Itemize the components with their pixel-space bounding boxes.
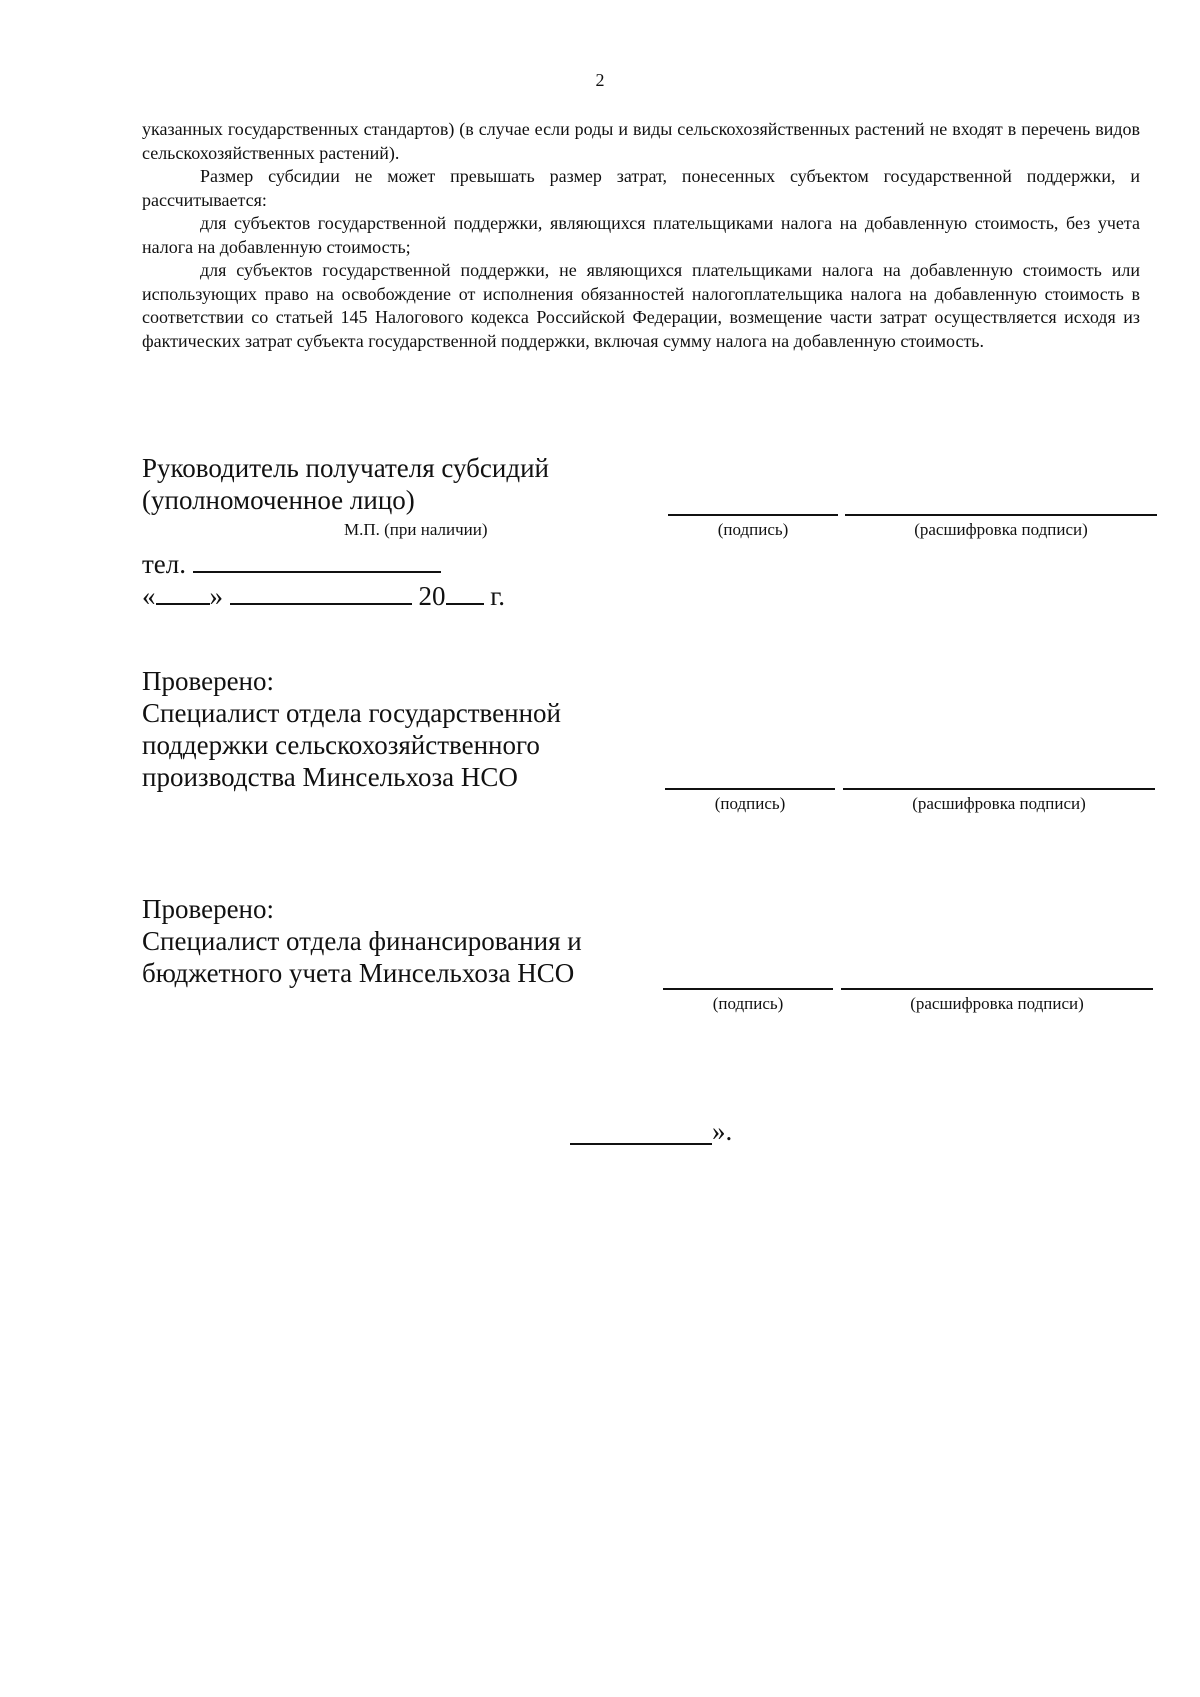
date-close-quote: » bbox=[209, 581, 223, 611]
phone-field bbox=[193, 547, 441, 573]
paragraph: Размер субсидии не может превышать размер затрат, понесенных субъектом государственной поддержки, и рассчитывается: bbox=[142, 166, 1140, 210]
year-prefix: 20 bbox=[418, 581, 446, 611]
head-title-line1: Руководитель получателя субсидий bbox=[142, 453, 549, 483]
signature-label: (подпись) bbox=[712, 994, 784, 1013]
check1-line1: Специалист отдела государственной bbox=[142, 698, 561, 728]
year-field bbox=[446, 579, 484, 605]
page-number: 2 bbox=[595, 70, 605, 90]
signature-line bbox=[663, 988, 833, 990]
check1-heading: Проверено: bbox=[142, 666, 275, 696]
decoding-label: (расшифровка подписи) bbox=[910, 994, 1084, 1013]
month-field bbox=[230, 579, 412, 605]
phone-label: тел. bbox=[142, 549, 187, 579]
signature-label: (подпись) bbox=[714, 794, 786, 813]
date-open-quote: « bbox=[142, 581, 156, 611]
decoding-line bbox=[845, 514, 1157, 516]
paragraph: указанных государственных стандартов) (в случае если роды и виды сельскохозяйственных растений не входят в перечень видов сельскохозяйственных растений). bbox=[142, 119, 1140, 163]
year-suffix: г. bbox=[490, 581, 506, 611]
decoding-line bbox=[841, 988, 1153, 990]
signature-line bbox=[668, 514, 838, 516]
check2-line1: Специалист отдела финансирования и bbox=[142, 926, 582, 956]
date-row bbox=[142, 579, 505, 612]
closing-mark: ». bbox=[712, 1116, 733, 1146]
closing-line bbox=[570, 1143, 712, 1145]
paragraph: для субъектов государственной поддержки, не являющихся плательщиками налога на добавленную стоимость или использующих право на освобождение от исполнения обязанностей налогоплательщика налога на добавленную стоимость в соответствии со статьей 145 Налогового кодекса Российской Федерации, возмещение части затрат осуществляется исходя из фактических затрат субъекта государственной поддержки, включая сумму налога на добавленную стоимость. bbox=[142, 260, 1140, 351]
check1-line3: производства Минсельхоза НСО bbox=[142, 762, 518, 792]
phone-row bbox=[142, 547, 441, 580]
stamp-label: М.П. (при наличии) bbox=[344, 520, 488, 539]
signature-line bbox=[665, 788, 835, 790]
paragraph: для субъектов государственной поддержки, являющихся плательщиками налога на добавленную стоимость, без учета налога на добавленную стоимость; bbox=[142, 213, 1140, 257]
decoding-line bbox=[843, 788, 1155, 790]
head-title-line2: (уполномоченное лицо) bbox=[142, 485, 415, 515]
signature-label: (подпись) bbox=[717, 520, 789, 539]
check2-heading: Проверено: bbox=[142, 894, 275, 924]
body-text bbox=[142, 118, 1140, 353]
day-field bbox=[156, 579, 210, 605]
decoding-label: (расшифровка подписи) bbox=[914, 520, 1088, 539]
check2-line2: бюджетного учета Минсельхоза НСО bbox=[142, 958, 575, 988]
decoding-label: (расшифровка подписи) bbox=[912, 794, 1086, 813]
check1-line2: поддержки сельскохозяйственного bbox=[142, 730, 540, 760]
